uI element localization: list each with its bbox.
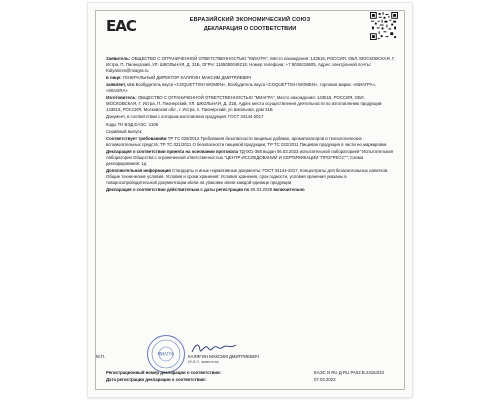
additional-paragraph xyxy=(106,168,396,186)
compliance-label: Соответствует требованиям xyxy=(106,135,167,141)
applicant-paragraph xyxy=(106,56,396,74)
additional-label: Дополнительная информация xyxy=(106,168,171,174)
standard-paragraph: Документ, в соответствии с которым изготовлена продукция: ГОСТ 34144-2017 xyxy=(106,114,264,120)
manufacturer-label: Изготовитель: xyxy=(106,95,137,101)
eac-logo: ЕАС xyxy=(106,17,136,35)
product-text: Возбудитель вкуса «COQUETTISH WOMEN», Возбудитель вкуса «COQUETTISH WOMEN», торговая марка: «МИАГРА», «MIAGRA» xyxy=(106,82,377,94)
declaration-document xyxy=(88,3,412,397)
registration-number: ЕАЭС N RU Д-RU.РА02.В.24154/23 xyxy=(314,370,384,375)
svg-text:МИАГРА: МИАГРА xyxy=(157,351,175,357)
tnved-codes: Коды ТН ВЭД ЕАЭС: 2106 xyxy=(106,121,159,127)
additional-text: Стандарты и иные нормативные документы: ГОСТ 34144-2017, Концентраты для безалкогольных напитков. Общие технические условия. Условия и сроки хранения: Условия хранения, срок годности, условия хранения указаны в товаросопроводительной документации и/или на упаковке и/или каждой единице продукции xyxy=(106,168,389,185)
registration-date-label: Дата регистрации декларации о соответствии: xyxy=(106,377,207,382)
product-paragraph xyxy=(106,82,396,94)
registration-date-row xyxy=(106,377,396,382)
stamp-place-label: М.П. xyxy=(96,354,106,359)
director-label: в лице: xyxy=(106,75,122,81)
company-stamp-icon xyxy=(146,334,186,374)
signatory-name: КАЛЯГИН МАКСИМ ДМИТРИЕВИЧ xyxy=(188,354,259,359)
basis-text: ТД-001-368 выдан 06.03.2023 испытательной лабораторией "Испытательная лаборатория Общества с ограниченной ответственностью "ЦЕНТР ИССЛЕДОВАНИЙ И СЕРТИФИКАЦИИ "ПРОГРЕСС""; Схема декларирования: 1д xyxy=(106,149,393,166)
applicant-text: ОБЩЕСТВО С ОГРАНИЧЕННОЙ ОТВЕТСТВЕННОСТЬЮ "МИАГРА", Место нахождения: 143515, РОССИЯ, ОБЛ. МОСКОВСКАЯ, Г. Истра, П. Пионерский, УЛ. ШКОЛЬНАЯ, Д. 31Б, ОГРН: 1165050048218, Номер телефона: +7 9036219605, Адрес электронной почты: Kalyaninm@miagra.ru xyxy=(106,56,395,73)
applicant-label: Заявитель: xyxy=(106,56,131,61)
director-paragraph xyxy=(106,75,396,81)
validity-label: Декларация о соответствии действительна с даты регистрации по xyxy=(106,187,250,193)
product-label: заявляет, что xyxy=(106,82,135,88)
validity-suffix: включительно xyxy=(273,187,305,193)
serial-release: Серийный выпуск xyxy=(106,128,142,134)
validity-date: 05.03.2028 xyxy=(250,187,273,193)
basis-label: Декларация о соответствии принята на основании протокола xyxy=(106,149,239,155)
director-text: ГЕНЕРАЛЬНЫЙ ДИРЕКТОР КАЛЯГИН МАКСИМ ДМИТРИЕВИЧ xyxy=(122,75,252,81)
registration-number-label: Регистрационный номер декларации о соответствии: xyxy=(106,370,222,375)
declaration-title: ДЕКЛАРАЦИЯ О СООТВЕТСТВИИ xyxy=(203,26,297,32)
qr-code-icon xyxy=(370,12,398,40)
basis-paragraph xyxy=(106,149,396,167)
compliance-paragraph xyxy=(106,136,396,148)
declaration-body xyxy=(106,56,396,194)
manufacturer-paragraph xyxy=(106,95,396,113)
union-title: ЕВРАЗИЙСКИЙ ЭКОНОМИЧЕСКИЙ СОЮЗ xyxy=(189,17,311,23)
manufacturer-text: ОБЩЕСТВО С ОГРАНИЧЕННОЙ ОТВЕТСТВЕННОСТЬЮ "МИАГРА", Место нахождения: 143515, РОССИЯ, ОБЛ. МОСКОВСКАЯ, Г. Истра, П. Пионерский, УЛ. ШКОЛЬНАЯ, Д. 31Б, Адрес места осуществления деятельности по изготовлению продукции: 143515, РОССИЯ, Московская обл., г. Истра, п. Пионерский, ул Школьная, дом 31Б xyxy=(106,95,383,113)
validity-paragraph xyxy=(106,187,396,193)
document-header xyxy=(138,17,362,32)
registration-date: 07.03.2023 xyxy=(314,377,336,382)
compliance-text: ТР ТС 029/2012 Требования безопасности пищевых добавок, ароматизаторов и технологических вспомогательных средств; ТР ТС 021/2011 О безопасности пищевой продукции; ТР ТС 022/2011 Пищевая продукция в части ее маркировки xyxy=(106,135,387,147)
handwritten-signature-icon xyxy=(190,341,238,355)
signatory-caption: (Ф.И.О. заявителя) xyxy=(188,360,219,364)
